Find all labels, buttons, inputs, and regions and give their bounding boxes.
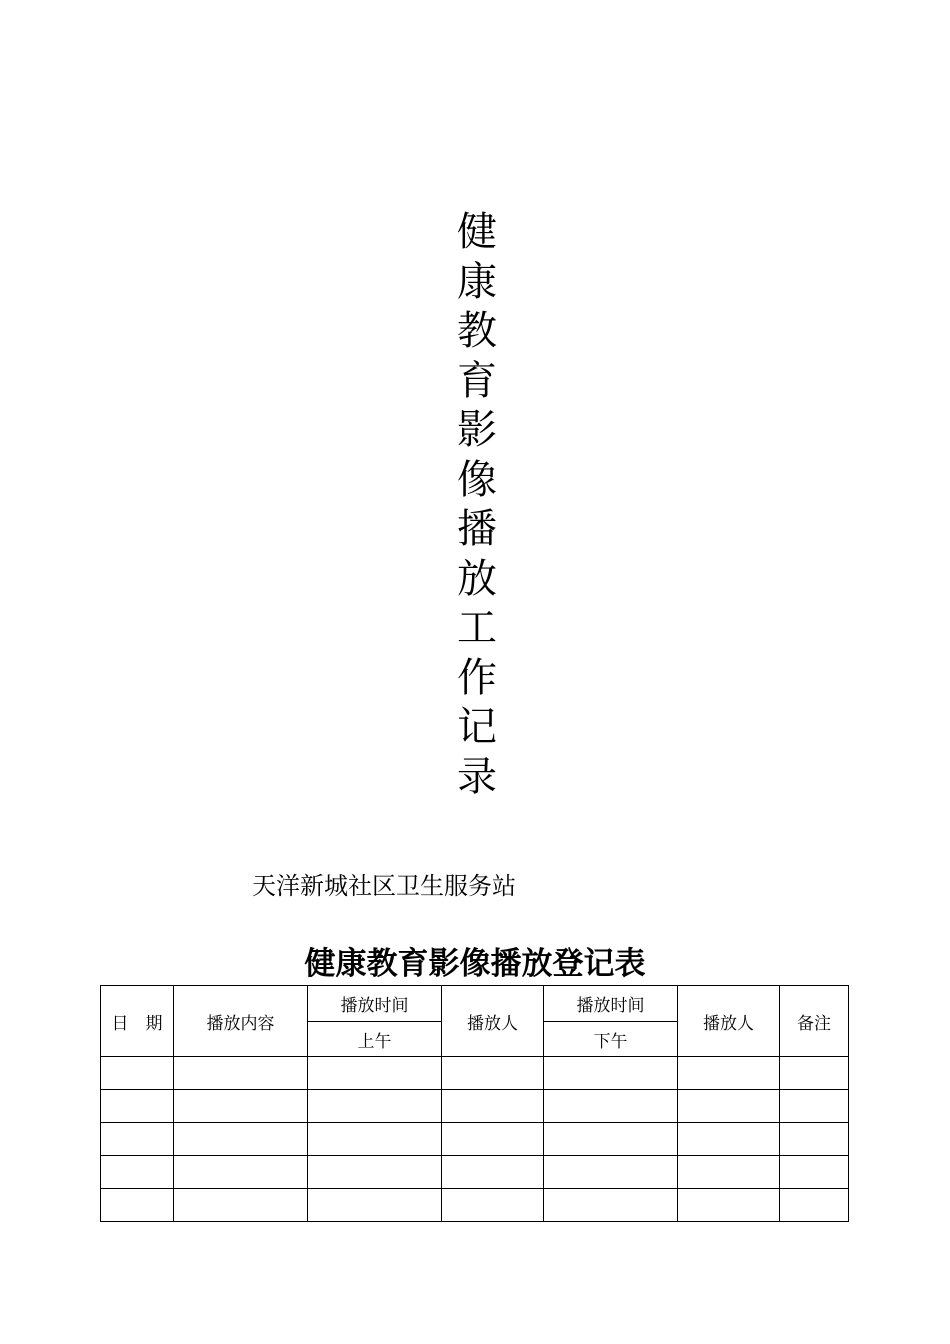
table-cell[interactable] xyxy=(174,1090,308,1123)
table-row xyxy=(101,1090,849,1123)
table-cell[interactable] xyxy=(442,1189,544,1222)
table-cell[interactable] xyxy=(174,1123,308,1156)
cover-title xyxy=(447,208,507,802)
header-row xyxy=(101,986,849,1022)
table-cell[interactable] xyxy=(442,1057,544,1090)
organization-name: 天洋新城社区卫生服务站 xyxy=(252,872,516,900)
header-player-afternoon: 播放人 xyxy=(678,986,780,1057)
table-cell[interactable] xyxy=(544,1189,678,1222)
table-cell[interactable] xyxy=(308,1156,442,1189)
table-cell[interactable] xyxy=(101,1156,174,1189)
title-char: 录 xyxy=(457,753,497,800)
table-cell[interactable] xyxy=(780,1156,849,1189)
header-afternoon: 下午 xyxy=(544,1022,678,1057)
table-cell[interactable] xyxy=(780,1057,849,1090)
table-title: 健康教育影像播放登记表 xyxy=(304,946,646,982)
table-cell[interactable] xyxy=(101,1090,174,1123)
table-cell[interactable] xyxy=(544,1090,678,1123)
register-table xyxy=(100,985,849,1222)
header-remarks: 备注 xyxy=(780,986,849,1057)
table-row xyxy=(101,1123,849,1156)
table-cell[interactable] xyxy=(308,1090,442,1123)
table-cell[interactable] xyxy=(174,1156,308,1189)
table-cell[interactable] xyxy=(101,1057,174,1090)
table-cell[interactable] xyxy=(308,1189,442,1222)
header-play-time-afternoon: 播放时间 xyxy=(544,986,678,1022)
header-play-time-morning: 播放时间 xyxy=(308,986,442,1022)
title-char: 像 xyxy=(457,456,497,503)
table-cell[interactable] xyxy=(308,1057,442,1090)
title-char: 放 xyxy=(457,555,497,602)
title-char: 作 xyxy=(457,654,497,701)
table-cell[interactable] xyxy=(780,1189,849,1222)
table-cell[interactable] xyxy=(678,1057,780,1090)
table-cell[interactable] xyxy=(442,1123,544,1156)
table-cell[interactable] xyxy=(101,1189,174,1222)
table-cell[interactable] xyxy=(780,1123,849,1156)
table-cell[interactable] xyxy=(780,1090,849,1123)
table-row xyxy=(101,1156,849,1189)
table-cell[interactable] xyxy=(678,1189,780,1222)
title-char: 工 xyxy=(457,605,497,651)
table-row xyxy=(101,1057,849,1090)
header-date: 日 期 xyxy=(101,986,174,1057)
table-cell[interactable] xyxy=(678,1123,780,1156)
header-content: 播放内容 xyxy=(174,986,308,1057)
table-cell[interactable] xyxy=(174,1057,308,1090)
table-cell[interactable] xyxy=(174,1189,308,1222)
table-cell[interactable] xyxy=(678,1090,780,1123)
table-row xyxy=(101,1189,849,1222)
title-char: 育 xyxy=(457,357,497,404)
title-char: 教 xyxy=(457,308,497,354)
table-cell[interactable] xyxy=(308,1123,442,1156)
table-cell[interactable] xyxy=(544,1057,678,1090)
title-char: 健 xyxy=(457,209,497,255)
table-cell[interactable] xyxy=(544,1123,678,1156)
title-char: 播 xyxy=(457,506,497,552)
header-player-morning: 播放人 xyxy=(442,986,544,1057)
table-cell[interactable] xyxy=(442,1090,544,1123)
title-char: 记 xyxy=(457,704,497,750)
table-cell[interactable] xyxy=(101,1123,174,1156)
title-char: 影 xyxy=(457,407,497,453)
title-char: 康 xyxy=(457,258,497,305)
table-cell[interactable] xyxy=(544,1156,678,1189)
header-morning: 上午 xyxy=(308,1022,442,1057)
table-cell[interactable] xyxy=(678,1156,780,1189)
table-cell[interactable] xyxy=(442,1156,544,1189)
